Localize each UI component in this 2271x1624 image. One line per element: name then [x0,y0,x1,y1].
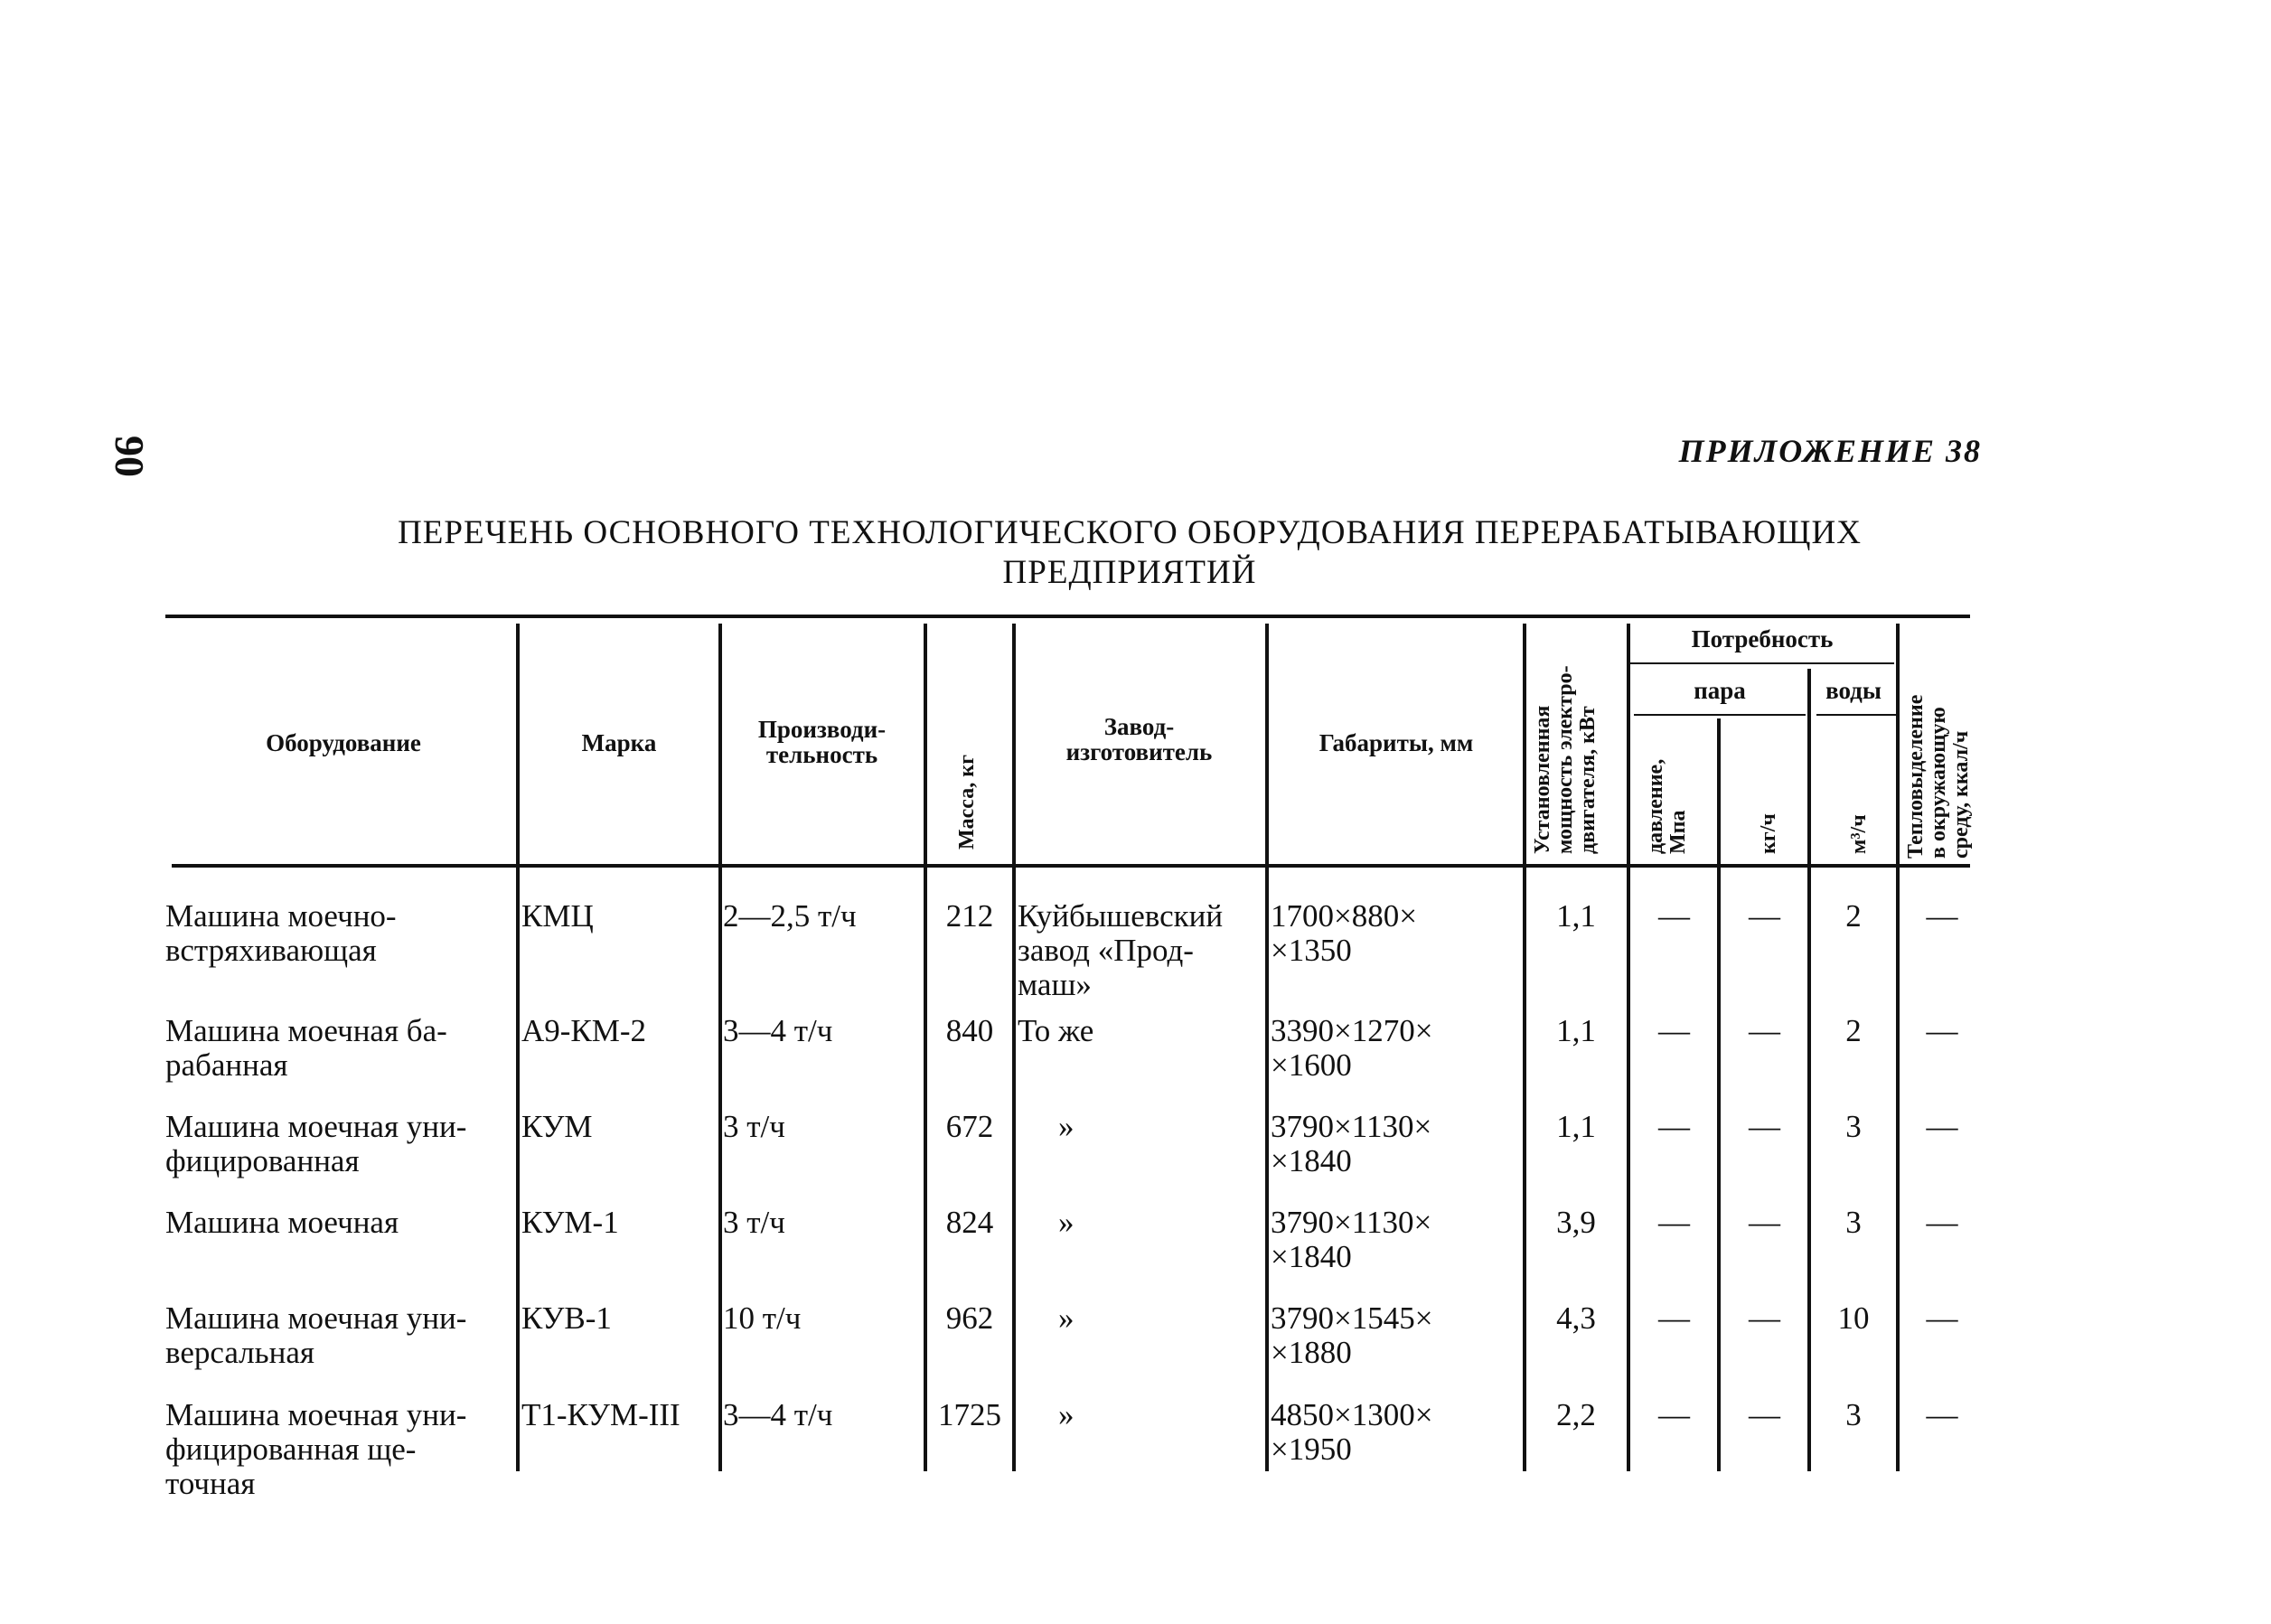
header-mass: Масса, кг [955,755,979,850]
cell-mass: 824 [945,1205,994,1240]
header-manufacturer: Завод- изготовитель [1065,713,1213,766]
cell-steam-pressure: — [1658,1013,1690,1048]
cell-brand: КУМ-1 [521,1205,619,1240]
page-number: 90 [107,436,153,477]
cell-heat: — [1926,1397,1958,1432]
document-title: ПЕРЕЧЕНЬ ОСНОВНОГО ТЕХНОЛОГИЧЕСКОГО ОБОРУДОВАНИЯ ПЕРЕРАБАТЫВАЮЩИХ [398,514,1862,551]
column-divider [1523,624,1526,1471]
cell-capacity: 3—4 т/ч [723,1013,833,1048]
cell-steam-flow: — [1749,1300,1780,1336]
column-divider [516,624,520,1471]
cell-brand: КУВ-1 [521,1300,612,1336]
cell-manufacturer: То же [1018,1013,1094,1048]
cell-water-flow: 3 [1845,1397,1862,1432]
column-divider [1012,624,1016,1471]
cell-water-flow: 2 [1845,1013,1862,1048]
cell-steam-flow: — [1749,1013,1780,1048]
cell-heat: — [1926,1013,1958,1048]
table-top-rule [165,615,1970,618]
cell-capacity: 10 т/ч [723,1300,802,1336]
cell-power: 2,2 [1556,1397,1596,1432]
cell-power: 1,1 [1556,1109,1596,1144]
cell-brand: А9-КМ-2 [521,1013,647,1048]
cell-power: 1,1 [1556,1013,1596,1048]
cell-heat: — [1926,1205,1958,1240]
cell-water-flow: 3 [1845,1109,1862,1144]
cell-manufacturer: » [1058,1205,1075,1240]
cell-brand: Т1-КУМ-III [521,1397,680,1432]
cell-manufacturer: Куйбышевский завод «Прод- маш» [1018,898,1224,1002]
header-power: Установленная мощность электро- двигателя, кВт [1531,665,1600,854]
cell-heat: — [1926,1109,1958,1144]
cell-dimensions: 3790×1130× ×1840 [1271,1109,1432,1178]
cell-dimensions: 1700×880× ×1350 [1271,898,1417,968]
column-divider [1627,624,1630,1471]
header-capacity: Производи- тельность [757,716,887,769]
cell-equipment: Машина моечная уни- версальная [165,1300,467,1370]
cell-steam-flow: — [1749,1397,1780,1432]
cell-equipment: Машина моечная уни- фицированная [165,1109,467,1178]
cell-equipment: Машина моечная [165,1205,399,1240]
cell-steam-flow: — [1749,898,1780,934]
cell-capacity: 3 т/ч [723,1109,785,1144]
cell-steam-pressure: — [1658,1300,1690,1336]
cell-water-flow: 10 [1837,1300,1870,1336]
cell-steam-flow: — [1749,1205,1780,1240]
cell-water-flow: 3 [1845,1205,1862,1240]
cell-power: 3,9 [1556,1205,1596,1240]
header-need: Потребность [1691,625,1834,652]
cell-manufacturer: » [1058,1300,1075,1336]
cell-heat: — [1926,898,1958,934]
cell-equipment: Машина моечная ба- рабанная [165,1013,447,1083]
cell-steam-pressure: — [1658,1205,1690,1240]
cell-mass: 840 [945,1013,994,1048]
cell-manufacturer: » [1058,1397,1075,1432]
cell-steam-pressure: — [1658,1397,1690,1432]
cell-steam-flow: — [1749,1109,1780,1144]
cell-dimensions: 3790×1545× ×1880 [1271,1300,1433,1370]
cell-dimensions: 3390×1270× ×1600 [1271,1013,1433,1083]
cell-mass: 672 [945,1109,994,1144]
column-divider [1717,718,1721,1471]
header-dimensions: Габариты, мм [1318,729,1474,756]
need-underline [1627,662,1894,664]
cell-steam-pressure: — [1658,1109,1690,1144]
cell-mass: 212 [945,898,994,934]
header-brand: Марка [581,729,657,756]
header-heat-release: Тепловыделение в окружающую среду, ккал/ч [1904,694,1974,859]
column-divider [1807,669,1811,1471]
cell-power: 1,1 [1556,898,1596,934]
cell-brand: КМЦ [521,898,594,934]
cell-equipment: Машина моечно- встряхивающая [165,898,397,968]
cell-dimensions: 3790×1130× ×1840 [1271,1205,1432,1274]
cell-steam-pressure: — [1658,898,1690,934]
header-water: воды [1825,677,1882,704]
cell-manufacturer: » [1058,1109,1075,1144]
cell-equipment: Машина моечная уни- фицированная ще- точная [165,1397,467,1501]
header-equipment: Оборудование [266,729,421,756]
cell-capacity: 3 т/ч [723,1205,785,1240]
cell-water-flow: 2 [1845,898,1862,934]
table-header-rule [172,864,1970,868]
cell-capacity: 3—4 т/ч [723,1397,833,1432]
cell-dimensions: 4850×1300× ×1950 [1271,1397,1433,1467]
header-water-flow: м³/ч [1847,814,1871,854]
cell-power: 4,3 [1556,1300,1596,1336]
document-title-continued: ПРЕДПРИЯТИЙ [1002,554,1257,591]
header-steam-pressure: давление, Мпа [1644,758,1691,854]
cell-heat: — [1926,1300,1958,1336]
cell-mass: 1725 [938,1397,1001,1432]
header-steam: пара [1694,677,1746,704]
water-underline [1816,714,1896,716]
appendix-label: ПРИЛОЖЕНИЕ 38 [1678,433,1982,469]
cell-mass: 962 [945,1300,994,1336]
steam-underline [1634,714,1806,716]
header-steam-flow: кг/ч [1757,813,1780,854]
column-divider [1896,624,1900,1471]
column-divider [718,624,722,1471]
cell-capacity: 2—2,5 т/ч [723,898,857,934]
cell-brand: КУМ [521,1109,593,1144]
column-divider [1265,624,1269,1471]
